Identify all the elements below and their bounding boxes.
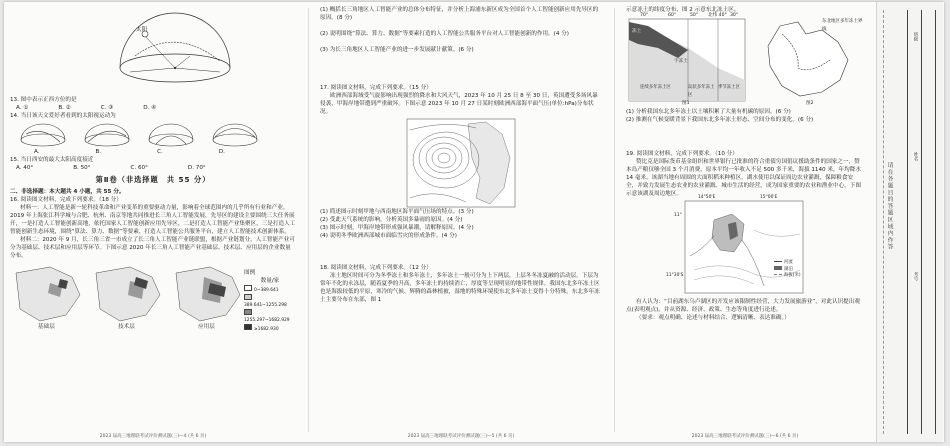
sun-path-a-diagram (18, 122, 68, 148)
question-17: 17. 阅读图文材料，完成下列要求。（15 分） (320, 85, 432, 91)
lat-70: 70° (640, 13, 649, 18)
question-16-part-1: (1) 概括长三角地区人工智能产业的总体分布特征，并分析上海浦东新区成为全国首个人工智能创新应用先导区的原因。(8 分) (320, 7, 599, 21)
pressure-map-figure (320, 116, 602, 208)
column-3 (626, 6, 864, 430)
question-14-options (34, 148, 296, 156)
legend-item-3: 1255.297~1682.929 (244, 309, 296, 324)
legend-river: 河流 (774, 260, 801, 266)
question-19-requirements: （要求：观点明确、论述与材料结合、逻辑清晰、表达准确。） (636, 315, 790, 321)
permafrost-figures (626, 14, 864, 108)
legend-subtitle: 数量/家 (260, 278, 280, 284)
figure-1-caption: 图1 (682, 101, 690, 106)
question-16: 16. 阅读图文材料，完成下列要求。（18 分） (10, 197, 122, 203)
page-footer-6: 2023 届高三地理联考试评价测试题(三)—6 (共 6 页) (691, 434, 799, 439)
figure-sky-dome (10, 6, 296, 96)
question-18-part-1: (1) 分析我国东北多年冻土以土壤积累了大量有机碳的原因。(6 分) (626, 109, 791, 115)
question-18: 18. 阅读图文材料，完成下列要求。（12 分） (320, 265, 432, 271)
figure-2-caption: 图2 (806, 101, 814, 106)
option-b[interactable]: B. ② (58, 105, 71, 111)
option-d[interactable]: D. (218, 149, 225, 155)
lat-60: 60° (668, 13, 677, 18)
option-b[interactable]: B. (95, 149, 102, 155)
question-19-text: 赞比克是国际货币基金组织和世界银行已批准的符合重债穷国倡议援助条件的国家之一，赞本岛产粮仅够全国 3 个月消费，原本平均一年收入不足 500 多千米，海拔 1140 米，年均降水 14 毫米。该湖当地有周围的大面积稻米种植区，湖水使用以保证周边农业灌溉，保障粮食安全，并致力发展生态农业的农业灌溉、城市生活的经营，成为国家重要的农业和渔业中心，下图示意该湖及周边地区。 (626, 159, 861, 197)
question-16-part-2: (2) 说明围绕“算法、算力、数据”等要素打造的人工智能公共服务平台对人工智能创新的作用。(4 分) (320, 31, 569, 37)
option-d[interactable]: D. ④ (143, 105, 157, 111)
question-14-figures (18, 122, 296, 148)
lake-map-legend (774, 260, 801, 279)
question-13: 13. 图中表示正西方位的是 (10, 97, 77, 103)
legend-item-4: ≥1682.930 (244, 324, 296, 333)
map-label-app: 应用层 (198, 324, 215, 330)
option-a[interactable]: A. ① (16, 105, 29, 111)
option-a[interactable]: A. 40° (16, 165, 34, 171)
question-17-text: 欧洲西部海域受气旋影响出现强烈的降水和大风天气，2023 年 10 月 25 日 8 至 30 日，英国遭受多场风暴侵袭，甲海岸地带遭到严重破坏。下图示意 2023 年 10 月 27 日某时刻欧洲西部海平面气压(单位:hPa)分布状况。 (320, 93, 598, 115)
column-1 (10, 6, 296, 430)
question-14: 14. 当日该天文爱好者看到的太阳视运动为 (10, 113, 116, 119)
coord-lon-2: 15°00'E (760, 195, 778, 200)
option-c[interactable]: C. (157, 149, 163, 155)
column-divider (614, 8, 615, 432)
sun-path-c-diagram (146, 122, 196, 148)
map-label-tech: 技术层 (118, 324, 135, 330)
page-footer-5: 2023 届高三地理联考试评价测试题(三)—5 (共 6 页) (407, 434, 515, 439)
class-label: 班级 (913, 32, 918, 41)
legend-elevation: 海拔(米) (774, 273, 801, 279)
question-19: 19. 阅读图文材料，完成下列要求。（10 分） (626, 151, 738, 157)
info-lines (907, 10, 937, 434)
column-divider (308, 8, 309, 432)
legend-item-2: 389.641~1255.298 (244, 294, 296, 309)
column-2 (320, 6, 602, 430)
map-legend (244, 269, 296, 333)
part-2-heading: 二、非选择题：本大题共 4 小题，共 55 分。 (10, 189, 125, 195)
legend-item-1: 0~389.641 (244, 285, 296, 294)
yangtze-delta-maps (10, 263, 296, 333)
label-island: 岛状多年冻土区 (688, 85, 715, 98)
section-title: 第Ⅱ卷（非选择题 共 55 分） (95, 175, 211, 184)
binding-instruction: 请在各题目的答题区域内作答 (886, 162, 892, 251)
option-c[interactable]: C. 60° (130, 165, 148, 171)
lake-region-map (684, 200, 804, 294)
question-18-part-2: (2) 推测在气候变暖背景下我国东北多年冻土形态、空间分布的变化。(6 分) (626, 117, 814, 123)
lat-40: 北纬 40° (708, 13, 727, 18)
label-continuous: 连续多年冻土区 (640, 85, 671, 90)
material-1: 材料一：人工智能是新一轮科技革命和产业变革的重要驱动力量，影响着全球范围内的几乎所有行业和产业。2019 年上海张江科学城与合肥、杭州、南京等地共同推进长三角人工智能发展，先导区的建设主要围绕三大任务展开，一是打造人工智能创新高地，依托国家人工智能创新应用先导区，二是打造人工智能产业集聚区，三是打造人工智能创新生态环境，围绕“算法、算力、数据”等要素，打造人工智能公共服务平台，建立人工智能技术创新体系。 (10, 205, 296, 235)
label-frozen-soil: 冻土 (632, 29, 642, 34)
label-unfrozen-soil: 不冻土 (674, 59, 688, 64)
lake-map-figure (626, 195, 864, 298)
sea-level-pressure-map (406, 118, 516, 208)
lat-30: 30° (730, 13, 739, 18)
legend-lake: 湖泊 (774, 266, 801, 273)
question-16-part-3: (3) 为长三角地区人工智能产业的进一步发展献计献策。(6 分) (320, 47, 474, 53)
name-label: 姓名 (913, 152, 918, 161)
coord-lon-1: 14°50'E (698, 195, 716, 200)
question-19-prompt: 有人认为：“目前湖东乌卢湖区的开发应该限制性经营，大力发展旅游业”，对此认识提出观点(表明观点)，并从资源、经济、政策、生态等角度进行论述。 (626, 299, 860, 313)
legend-title: 图例 (244, 270, 256, 276)
question-18-text: 冻土地区时间可分为冬季冻土和多年冻土，多年冻土一般可分为上下两层，上层冬冬冻夏融的活动层，下层为常年不化的永冻层，随着夏季的升高，多年冻土的持续消亡，厚度等呈现明显的地带性规律。我国东北多年冻土区也是海拔较低的平原，寒冷的气候、辉腾的森林植被，湿地的特殊环境使东北多年冻土变得十分特殊。东北多年冻土主要分布在东部，图 1 (320, 273, 600, 303)
info-line (935, 10, 936, 434)
lat-50: 50° (690, 13, 699, 18)
coord-lat-2: 11°30'S (666, 273, 684, 278)
exam-sheet (4, 2, 944, 442)
map-label-basic: 基础层 (38, 324, 55, 330)
figure-intro-text: 示意冻土的纬度分布，图 2 示意东北冻土区。 (626, 7, 740, 13)
sky-dome-diagram (110, 6, 260, 96)
question-17-part-1: (1) 简述图示时刻甲地与西南地区海平面气压场的特点。(3 分) (320, 209, 474, 215)
label-seasonal: 季节冻土区 (718, 85, 740, 90)
question-15-options (16, 164, 296, 172)
material-2: 材料二：2020 年 9 月，长三角三省一市成立了长三角人工智能产业链联盟，根据产业链划分，人工智能产业可分为基础层、技术层和应用层等环节。下图示意 2020 年长三角人工智能产业基础层、技术层、应用层的企业数量分布。 (10, 237, 295, 259)
figure-2-legend: 东北地区多年冻土界线 (822, 19, 863, 32)
cut-line (883, 10, 884, 434)
info-line (907, 10, 908, 434)
question-15: 15. 当日西安的最大太阳高度接近 (10, 157, 94, 163)
question-17-part-3: (3) 图示时刻，甲海岸地带形成强风暴潮，请解释原因。(4 分) (320, 225, 474, 231)
question-13-options (16, 104, 296, 112)
info-line (921, 10, 922, 434)
sun-path-d-diagram (210, 122, 260, 148)
binding-margin (876, 2, 943, 442)
sun-label: 太阳 (136, 27, 148, 33)
option-a[interactable]: A. (34, 149, 40, 155)
option-d[interactable]: D. 70° (187, 165, 206, 171)
page-footer-4: 2023 届高三地理联考试评价测试题(三)—4 (共 6 页) (99, 434, 207, 439)
question-17-part-2: (2) 受此天气系统的影响，分析英国多暴雨的原因。(4 分) (320, 217, 463, 223)
question-17-part-4: (4) 说明冬季欧洲西部城市面临雪灾的形成条件。(4 分) (320, 233, 457, 239)
id-label: 考号 (913, 272, 918, 281)
option-c[interactable]: C. ③ (100, 105, 114, 111)
coord-lat-1: 11° (674, 213, 682, 218)
option-b[interactable]: B. 50° (73, 165, 91, 171)
sun-path-b-diagram (82, 122, 132, 148)
